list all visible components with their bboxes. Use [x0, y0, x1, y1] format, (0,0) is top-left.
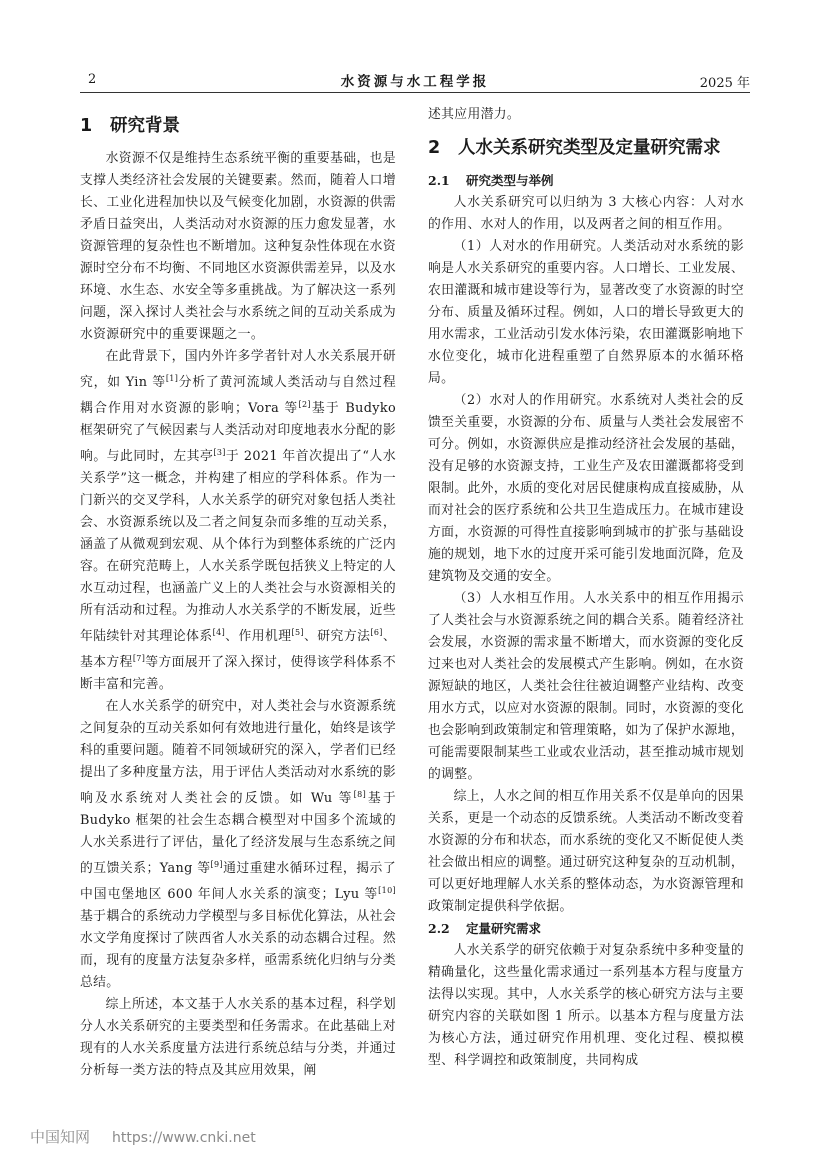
- citation-link[interactable]: [5]: [291, 628, 304, 637]
- paragraph: 人水关系研究可以归纳为 3 大核心内容：人对水的作用、水对人的作用，以及两者之间的相互作用。: [428, 195, 744, 232]
- section-title: 人水关系研究类型及定量研究需求: [458, 138, 721, 158]
- subsection-title: 定量研究需求: [466, 921, 542, 936]
- paragraph: （1）人对水的作用研究。人类活动对水系统的影响是人水关系研究的重要内容。人口增长、工业发展、农田灌溉和城市建设等行为，显著改变了水资源的时空分布、质量及循环过程。例如，人口的增长导致更大的用水需求，工业活动引发水体污染，农田灌溉影响地下水位变化，城市化进程重塑了自然界原本的水循环格局。: [428, 239, 744, 386]
- section-number: 1: [80, 116, 93, 136]
- cnki-watermark: [30, 1126, 256, 1147]
- section-1-heading: [80, 104, 396, 148]
- section-title: 研究背景: [110, 116, 180, 136]
- watermark-site: 中国知网: [30, 1128, 91, 1146]
- paragraph: 人水关系学的研究依赖于对复杂系统中多种变量的精确量化，这些量化需求通过一系列基本方程与度量方法得以实现。其中，人水关系学的核心研究方法与主要研究内容的关联如图 1 所示。以基本方程与度量方法为核心方法，通过研究作用机理、变化过程、模拟模型、科学调控和政策制度，共同构成: [428, 943, 744, 1068]
- paragraph: 综上所述，本文基于人水关系的基本过程，科学划分人水关系研究的主要类型和任务需求。在此基础上对现有的人水关系度量方法进行系统总结与分类，并通过分析每一类方法的特点及其应用效果，阐: [80, 997, 396, 1078]
- citation-link[interactable]: [10]: [378, 886, 396, 895]
- paragraph: （3）人水相互作用。人水关系中的相互作用揭示了人类社会与水资源系统之间的耦合关系。随着经济社会发展，水资源的需求量不断增大，而水资源的变化反过来也对人类社会的发展模式产生影响。例如，在水资源短缺的地区，人类社会往往被迫调整产业结构、改变用水方式，以应对水资源的限制。同时，水资源的变化也会影响到政策制定和管理策略，如为了保护水源地，可能需要限制某些工业或农业活动，甚至推动城市规划的调整。: [428, 591, 744, 782]
- citation-link[interactable]: [2]: [298, 400, 311, 409]
- issue-year: 2025 年: [699, 76, 750, 91]
- paragraph: 综上，人水之间的相互作用关系不仅是单向的因果关系，更是一个动态的反馈系统。人类活动不断改变着水资源的分布和状态，而水系统的变化又不断促使人类社会做出相应的调整。通过研究这种复杂的互动机制，可以更好地理解人水关系的整体动态，为水资源管理和政策制定提供科学依据。: [428, 789, 744, 914]
- citation-link[interactable]: [3]: [213, 448, 226, 457]
- subsection-number: 2.1: [428, 173, 450, 188]
- paragraph-continuation: 述其应用潜力。: [428, 107, 521, 122]
- right-column: [428, 104, 744, 1072]
- citation-link[interactable]: [4]: [212, 628, 226, 637]
- page-number: 2: [88, 72, 97, 87]
- subsection-2-2-heading: [428, 918, 744, 940]
- paragraph: （2）水对人的作用研究。水系统对人类社会的反馈至关重要，水资源的分布、质量与人类社会发展密不可分。例如，水资源供应是推动经济社会发展的基础，没有足够的水资源支持，工业生产及农田灌溉都将受到限制。此外，水质的变化对居民健康构成直接威胁，从而对社会的医疗系统和公共卫生造成压力。在城市建设方面，水资源的可得性直接影响到城市的扩张与基础设施的规划，地下水的过度开采可能引发地面沉降，危及建筑物及交通的安全。: [428, 393, 744, 584]
- citation-link[interactable]: [7]: [132, 654, 146, 663]
- section-number: 2: [428, 138, 441, 158]
- subsection-number: 2.2: [428, 921, 450, 936]
- header-rule: [80, 92, 750, 93]
- left-column: [80, 104, 396, 1082]
- journal-title: 水资源与水工程学报: [340, 74, 490, 90]
- citation-link[interactable]: [1]: [165, 374, 179, 383]
- subsection-title: 研究类型与举例: [466, 173, 554, 188]
- citation-link[interactable]: [9]: [210, 860, 223, 869]
- subsection-2-1-heading: [428, 170, 744, 192]
- paragraph: 在此背景下，国内外许多学者针对人水关系展开研究，如 Yin 等[1]分析了黄河流域人类活动与自然过程耦合作用对水资源的影响；Vora 等[2]基于 Budyko 框架研究了气候因素与人类活动对印度地表水分配的影响。与此同时，左其亭[3]于 2021 年首次提出了“人水关系学”这一概念，并构建了相应的学科体系。作为一门新兴的交叉学科，人水关系学的研究对象包括人类社会、水资源系统以及二者之间复杂而多维的互动关系，涵盖了从微观到宏观、从个体行为到整体系统的广泛内容。在研究范畴上，人水关系学既包括狭义上特定的人水互动过程，也涵盖广义上的人类社会与水资源相关的所有活动和过程。为推动人水关系学的不断发展，近些年陆续针对其理论体系[4]、作用机理[5]、研究方法[6]、基本方程[7]等方面展开了深入探讨，使得该学科体系不断丰富和完善。: [80, 349, 397, 692]
- citation-link[interactable]: [8]: [353, 790, 367, 799]
- paragraph: 水资源不仅是维持生态系统平衡的重要基础，也是支撑人类经济社会发展的关键要素。然而，随着人口增长、工业化进程加快以及气候变化加剧，水资源的供需矛盾日益突出，人类活动对水资源的压力愈发显著，水资源管理的复杂性也不断增加。这种复杂性体现在水资源时空分布不均衡、不同地区水资源供需差异，以及水环境、水生态、水安全等多重挑战。为了解决这一系列问题，深入探讨人类社会与水系统之间的互动关系成为水资源研究中的重要课题之一。: [80, 151, 396, 342]
- watermark-url[interactable]: https://www.cnki.net: [112, 1130, 256, 1146]
- section-2-heading: [428, 126, 744, 170]
- running-header: [80, 66, 750, 90]
- paragraph: 在人水关系学的研究中，对人类社会与水资源系统之间复杂的互动关系如何有效地进行量化，始终是该学科的重要问题。随着不同领域研究的深入，学者们已经提出了多种度量方法，用于评估人类活动对水系统的影响及水系统对人类社会的反馈。如 Wu 等[8]基于 Budyko 框架的社会生态耦合模型对中国多个流域的人水关系进行了评估，量化了经济发展与生态系统之间的互馈关系；Yang 等[9]通过重建水循环过程，揭示了中国屯堡地区 600 年间人水关系的演变；Lyu 等[10]基于耦合的系统动力学模型与多目标优化算法，从社会水文学角度探讨了陕西省人水关系的动态耦合过程。然而，现有的度量方法复杂多样，亟需系统化归纳与分类总结。: [80, 699, 396, 990]
- citation-link[interactable]: [6]: [370, 628, 383, 637]
